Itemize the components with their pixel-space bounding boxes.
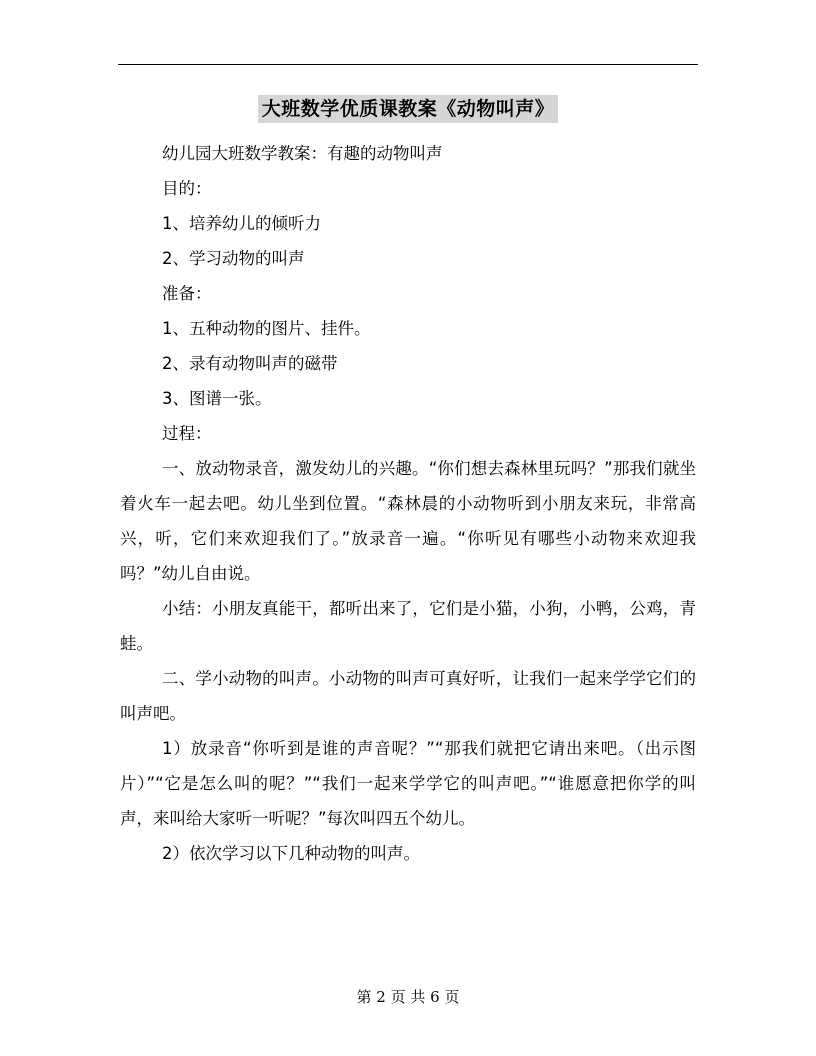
- paragraph: 2、录有动物叫声的磁带: [162, 354, 338, 373]
- paragraph: 小结：小朋友真能干，都听出来了，它们是小猫，小狗，小鸭，公鸡，青蛙。: [120, 599, 696, 653]
- paragraph: 2）依次学习以下几种动物的叫声。: [162, 844, 420, 863]
- paragraph: 过程：: [162, 424, 212, 443]
- paragraph: 2、学习动物的叫声: [162, 249, 305, 268]
- page-number: 第 2 页 共 6 页: [356, 988, 460, 1006]
- paragraph: 目的：: [162, 179, 212, 198]
- paragraph: 一、放动物录音，激发幼儿的兴趣。“你们想去森林里玩吗？”那我们就坐着火车一起去吧。幼儿坐到位置。“森林晨的小动物听到小朋友来玩，非常高兴，听，它们来欢迎我们了。”放录音一遍。“你听见有哪些小动物来欢迎我吗？”幼儿自由说。: [120, 459, 696, 583]
- title-container: [0, 95, 816, 123]
- paragraph: 1、培养幼儿的倾听力: [162, 214, 321, 233]
- paragraph: 3、图谱一张。: [162, 389, 272, 408]
- paragraph: 准备：: [162, 284, 212, 303]
- paragraph: 1、五种动物的图片、挂件。: [162, 319, 371, 338]
- document-body: [120, 136, 696, 871]
- paragraph: 幼儿园大班数学教案：有趣的动物叫声: [162, 144, 443, 163]
- paragraph: 二、学小动物的叫声。小动物的叫声可真好听，让我们一起来学学它们的叫声吧。: [120, 669, 696, 723]
- header-rule: [118, 64, 698, 65]
- document-title: 大班数学优质课教案《动物叫声》: [258, 95, 559, 123]
- paragraph: 1）放录音“你听到是谁的声音呢？”“那我们就把它请出来吧。（出示图片）”“它是怎么叫的呢？”“我们一起来学学它的叫声吧。”“谁愿意把你学的叫声，来叫给大家听一听呢？”每次叫四五个幼儿。: [120, 739, 696, 828]
